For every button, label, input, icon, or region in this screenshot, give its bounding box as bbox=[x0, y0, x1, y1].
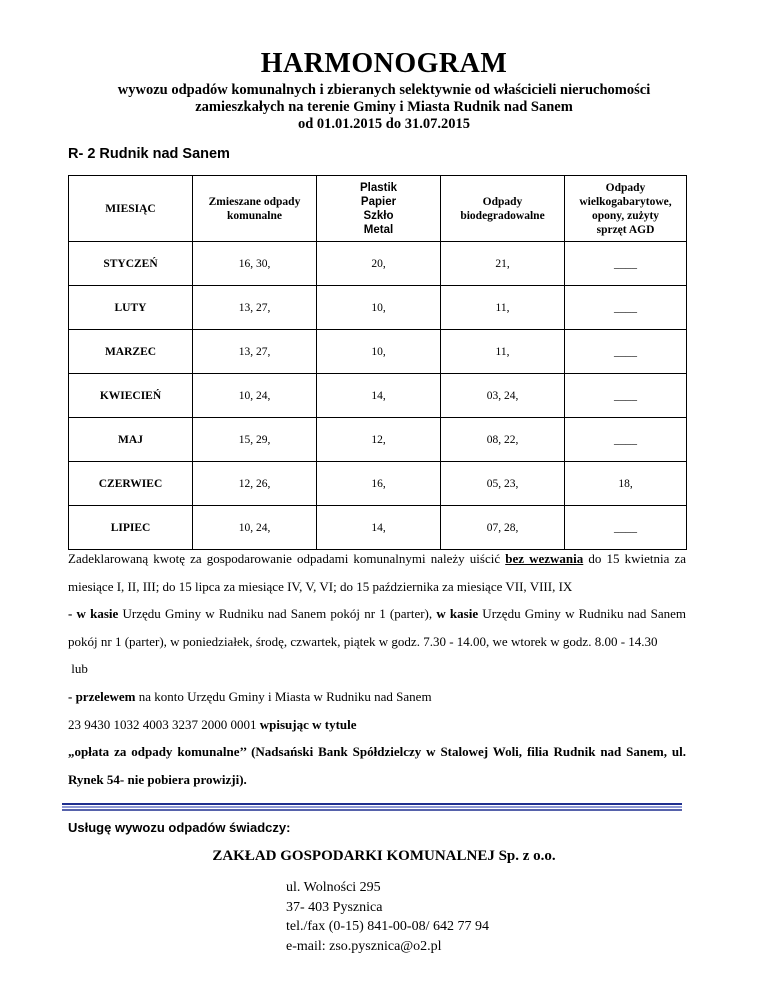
payment-notice bbox=[68, 545, 686, 793]
bulky-dates-cell: ____ bbox=[565, 506, 687, 550]
mixed-dates-cell: 16, 30, bbox=[193, 242, 317, 286]
bio-dates-cell: 03, 24, bbox=[441, 374, 565, 418]
bulky-dates-cell: 18, bbox=[565, 462, 687, 506]
email-address: e-mail: zso.pysznica@o2.pl bbox=[286, 938, 442, 954]
table-row bbox=[69, 286, 687, 330]
bio-dates-cell: 08, 22, bbox=[441, 418, 565, 462]
header-recyclables: Plastik Papier Szkło Metal bbox=[317, 176, 441, 242]
address-city: 37- 403 Pysznica bbox=[286, 899, 383, 915]
header-biodegradable: Odpady biodegradowalne bbox=[441, 176, 565, 242]
recyclables-dates-cell: 14, bbox=[317, 506, 441, 550]
mixed-dates-cell: 12, 26, bbox=[193, 462, 317, 506]
month-cell: MAJ bbox=[69, 418, 193, 462]
company-address bbox=[286, 878, 489, 956]
collection-schedule-table bbox=[68, 175, 687, 550]
mixed-dates-cell: 13, 27, bbox=[193, 330, 317, 374]
month-cell: MARZEC bbox=[69, 330, 193, 374]
table-row bbox=[69, 418, 687, 462]
address-street: ul. Wolności 295 bbox=[286, 880, 381, 895]
provider-label: Usługę wywozu odpadów świadczy: bbox=[68, 820, 291, 835]
month-cell: LIPIEC bbox=[69, 506, 193, 550]
bio-dates-cell: 05, 23, bbox=[441, 462, 565, 506]
table-row bbox=[69, 374, 687, 418]
bulky-dates-cell: ____ bbox=[565, 374, 687, 418]
recyclables-dates-cell: 10, bbox=[317, 286, 441, 330]
phone-fax: tel./fax (0-15) 841-00-08/ 642 77 94 bbox=[286, 919, 489, 934]
bulky-dates-cell: ____ bbox=[565, 418, 687, 462]
recyclables-dates-cell: 12, bbox=[317, 418, 441, 462]
table-row bbox=[69, 462, 687, 506]
bulky-dates-cell: ____ bbox=[565, 242, 687, 286]
bio-dates-cell: 07, 28, bbox=[441, 506, 565, 550]
table-row bbox=[69, 506, 687, 550]
mixed-dates-cell: 10, 24, bbox=[193, 506, 317, 550]
payment-deadline-paragraph: Zadeklarowaną kwotę za gospodarowanie odpadami komunalnymi należy uiścić bez wezwania do 15 kwietnia za miesiące I, II, III; do 15 lipca za miesiące IV, V, VI; do 15 października za miesiące VII, VIII, IX bbox=[68, 551, 686, 594]
subtitle-line: wywozu odpadów komunalnych i zbieranych selektywnie od właścicieli nieruchomości bbox=[117, 82, 651, 98]
section-divider bbox=[62, 802, 682, 812]
bank-account-line: 23 9430 1032 4003 3237 2000 0001 wpisując w tytule bbox=[68, 716, 357, 732]
or-label: lub bbox=[71, 661, 88, 677]
header-bulky-waste: Odpady wielkogabarytowe, opony, zużyty sprzęt AGD bbox=[565, 176, 687, 242]
document-subtitle bbox=[60, 82, 708, 133]
company-name: ZAKŁAD GOSPODARKI KOMUNALNEJ Sp. z o.o. bbox=[212, 848, 556, 864]
mixed-dates-cell: 15, 29, bbox=[193, 418, 317, 462]
region-label: R- 2 Rudnik nad Sanem bbox=[68, 146, 230, 162]
no-summons-emphasis: bez wezwania bbox=[505, 551, 584, 566]
bio-dates-cell: 11, bbox=[441, 286, 565, 330]
cash-desk-paragraph: - w kasie Urzędu Gminy w Rudniku nad Sanem pokój nr 1 (parter), w kasie Urzędu Gminy w Rudniku nad Sanem pokój nr 1 (parter), w poniedziałek, środę, czwartek, piątek w godz. 7.30 - 14.00, we wtorek w godz. 8.00 - 14.30 bbox=[68, 606, 686, 649]
table-row bbox=[69, 330, 687, 374]
mixed-dates-cell: 10, 24, bbox=[193, 374, 317, 418]
header-mixed-waste: Zmieszane odpady komunalne bbox=[193, 176, 317, 242]
recyclables-dates-cell: 10, bbox=[317, 330, 441, 374]
bio-dates-cell: 21, bbox=[441, 242, 565, 286]
month-cell: STYCZEŃ bbox=[69, 242, 193, 286]
recyclables-dates-cell: 14, bbox=[317, 374, 441, 418]
recyclables-dates-cell: 16, bbox=[317, 462, 441, 506]
month-cell: LUTY bbox=[69, 286, 193, 330]
recyclables-dates-cell: 20, bbox=[317, 242, 441, 286]
date-range: od 01.01.2015 do 31.07.2015 bbox=[297, 116, 470, 132]
mixed-dates-cell: 13, 27, bbox=[193, 286, 317, 330]
table-header-row bbox=[69, 176, 687, 242]
bulky-dates-cell: ____ bbox=[565, 330, 687, 374]
subtitle-line: zamieszkałych na terenie Gminy i Miasta Rudnik nad Sanem bbox=[195, 99, 573, 115]
header-month: MIESIĄC bbox=[69, 176, 193, 242]
bulky-dates-cell: ____ bbox=[565, 286, 687, 330]
transfer-paragraph: - przelewem na konto Urzędu Gminy i Miasta w Rudniku nad Sanem bbox=[68, 688, 432, 704]
bio-dates-cell: 11, bbox=[441, 330, 565, 374]
month-cell: CZERWIEC bbox=[69, 462, 193, 506]
transfer-title-paragraph: „opłata za odpady komunalne’’ (Nadsański Bank Spółdzielczy w Stalowej Woli, filia Rudnik nad Sanem, ul. Rynek 54- nie pobiera prowizji). bbox=[68, 744, 686, 787]
table-row bbox=[69, 242, 687, 286]
month-cell: KWIECIEŃ bbox=[69, 374, 193, 418]
document-title: HARMONOGRAM bbox=[260, 48, 508, 79]
